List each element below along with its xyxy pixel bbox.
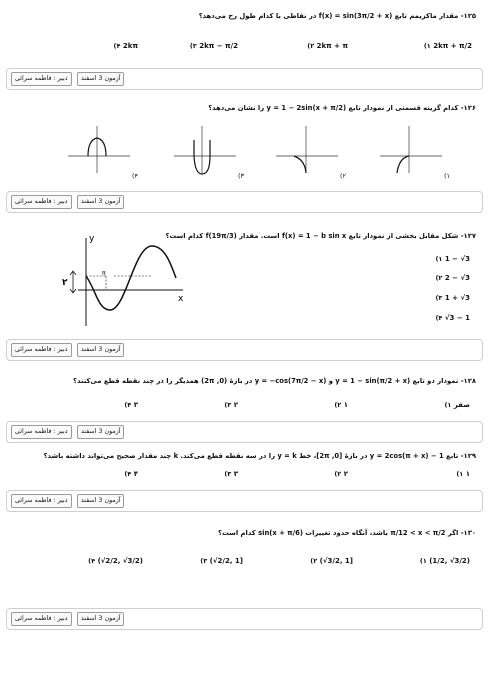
q130-option-2-label: (۲ <box>310 557 318 565</box>
footer-bar-127 <box>6 339 483 361</box>
q128-option-1[interactable] <box>444 401 470 409</box>
q129-option-3[interactable] <box>224 470 238 478</box>
q125-option-2[interactable] <box>307 42 348 50</box>
q127-option-1[interactable] <box>435 255 470 263</box>
q127-option-2-label: (۲ <box>435 274 443 282</box>
q128-option-1-value: صفر <box>453 401 470 409</box>
q126-label-2: (۲ <box>340 172 347 180</box>
question-126-text: ۱۲۶- کدام گزینه قسمتی از نمودار تابع y = 1 − 2sin(x + π/2) را نشان می‌دهد؟ <box>208 104 476 112</box>
q128-option-2[interactable] <box>334 401 348 409</box>
exam-tag: آزمون 3 اسفند <box>77 494 124 508</box>
q129-option-1-label: (۱ <box>456 470 464 478</box>
footer-bar-126 <box>6 191 483 213</box>
footer-bar-125 <box>6 68 483 90</box>
q127-option-3-label: (۳ <box>435 294 443 302</box>
q130-option-4-label: (۴ <box>88 557 96 565</box>
q130-option-3-label: (۳ <box>200 557 208 565</box>
q129-option-2-label: (۲ <box>334 470 342 478</box>
q127-graph <box>48 228 198 334</box>
footer-bar-128 <box>6 421 483 443</box>
q130-option-1-label: (۱ <box>419 557 427 565</box>
teacher-tag: دبیر : فاطمه سرائی <box>11 425 72 439</box>
q128-option-2-label: (۲ <box>334 401 342 409</box>
q130-option-2-value: (√3/2, 1] <box>319 557 353 565</box>
q125-option-3-value: 2kπ − π/2 <box>199 42 238 50</box>
question-125-text: ۱۲۵- مقدار ماکزیمم تابع f(x) = sin(3π/2 + x) در نقاطی با کدام طول رخ می‌دهد؟ <box>198 12 476 20</box>
q125-option-2-label: (۲ <box>307 42 315 50</box>
exam-tag: آزمون 3 اسفند <box>77 72 124 86</box>
question-129-text: ۱۲۹- تابع y = 2cos(π + x) − 1 در بازهٔ [0, 2π]، خط y = k را در سه نقطه قطع می‌کند. k چند مقدار صحیح می‌تواند داشته باشد؟ <box>43 452 476 460</box>
q127-option-2-value: 2 − √3 <box>444 274 470 282</box>
teacher-tag: دبیر : فاطمه سرائی <box>11 494 72 508</box>
q127-option-3-value: 1 + √3 <box>444 294 470 302</box>
q126-label-3: (۳ <box>238 172 245 180</box>
q126-graphs <box>0 118 488 180</box>
q125-option-1-value: 2kπ + π/2 <box>433 42 472 50</box>
q125-option-2-value: 2kπ + π <box>316 42 348 50</box>
q127-option-1-value: 1 − √3 <box>444 255 470 263</box>
q127-pi-label: π <box>102 270 106 277</box>
q126-graph-option-3[interactable] <box>174 126 236 174</box>
q127-y-axis-label: y <box>89 234 95 244</box>
q129-option-2-value: ۲ <box>343 470 348 478</box>
exam-tag: آزمون 3 اسفند <box>77 343 124 357</box>
q129-option-4-label: (۴ <box>124 470 132 478</box>
q129-option-3-label: (۳ <box>224 470 232 478</box>
q127-option-4[interactable] <box>435 314 470 322</box>
q130-option-3[interactable] <box>200 557 243 565</box>
q126-graph-option-4[interactable] <box>68 126 130 173</box>
q127-option-4-label: (۴ <box>435 314 443 322</box>
q127-x-axis-label: x <box>178 294 184 304</box>
q129-option-1-value: ۱ <box>465 470 470 478</box>
teacher-tag: دبیر : فاطمه سرائی <box>11 612 72 626</box>
q129-option-1[interactable] <box>456 470 470 478</box>
q129-option-4[interactable] <box>124 470 138 478</box>
q125-option-3-label: (۳ <box>189 42 197 50</box>
teacher-tag: دبیر : فاطمه سرائی <box>11 343 72 357</box>
q129-option-3-value: ۳ <box>233 470 238 478</box>
q130-option-4-value: (√2/2, √3/2) <box>97 557 143 565</box>
q127-option-2[interactable] <box>435 274 470 282</box>
teacher-tag: دبیر : فاطمه سرائی <box>11 72 72 86</box>
q130-option-3-value: (√2/2, 1] <box>209 557 243 565</box>
q125-option-4-label: (۴ <box>113 42 121 50</box>
q125-option-3[interactable] <box>190 42 238 50</box>
exam-tag: آزمون 3 اسفند <box>77 612 124 626</box>
footer-bar-129 <box>6 490 483 512</box>
q126-graph-option-1[interactable] <box>380 126 442 173</box>
q126-label-4: (۴ <box>132 172 139 180</box>
q126-graph-option-2[interactable] <box>276 126 338 173</box>
question-127-text: ۱۲۷- شکل مقابل بخشی از نمودار تابع f(x) = 1 − b sin x است. مقدار f(19π/3) کدام است؟ <box>165 232 476 240</box>
q125-option-1-label: (۱ <box>423 42 431 50</box>
q125-option-4-value: 2kπ <box>122 42 138 50</box>
q128-option-1-label: (۱ <box>444 401 452 409</box>
footer-bar-130 <box>6 608 483 630</box>
q128-option-4-label: (۴ <box>124 401 132 409</box>
q127-option-3[interactable] <box>435 294 470 302</box>
q129-option-2[interactable] <box>334 470 348 478</box>
question-128-text: ۱۲۸- نمودار دو تابع y = 1 − sin(π/2 + x) و y = −cos(7π/2 − x) در بازهٔ (0, 2π) همدیگر را در چند نقطه قطع می‌کنند؟ <box>73 377 476 385</box>
q130-option-1-value: (1/2, √3/2) <box>429 557 470 565</box>
q127-amplitude-label: ۲ <box>62 278 68 288</box>
q130-option-4[interactable] <box>88 557 143 565</box>
q125-option-4[interactable] <box>114 42 138 50</box>
q125-option-1[interactable] <box>424 42 472 50</box>
q128-option-4-value: ۳ <box>133 401 138 409</box>
q128-option-3-value: ۲ <box>233 401 238 409</box>
q130-option-1[interactable] <box>420 557 470 565</box>
q130-option-2[interactable] <box>310 557 353 565</box>
exam-tag: آزمون 3 اسفند <box>77 425 124 439</box>
question-130-text: ۱۳۰- اگر π/12 < x < π/2 باشد، آنگاه حدود تغییرات sin(x + π/6) کدام است؟ <box>218 529 476 537</box>
exam-tag: آزمون 3 اسفند <box>77 195 124 209</box>
q128-option-3[interactable] <box>224 401 238 409</box>
q127-option-4-value: √3 − 1 <box>444 314 470 322</box>
q129-option-4-value: ۴ <box>133 470 138 478</box>
q128-option-3-label: (۳ <box>224 401 232 409</box>
q128-option-4[interactable] <box>124 401 138 409</box>
q128-option-2-value: ۱ <box>343 401 348 409</box>
teacher-tag: دبیر : فاطمه سرائی <box>11 195 72 209</box>
q126-label-1: (۱ <box>444 172 451 180</box>
q127-option-1-label: (۱ <box>435 255 443 263</box>
